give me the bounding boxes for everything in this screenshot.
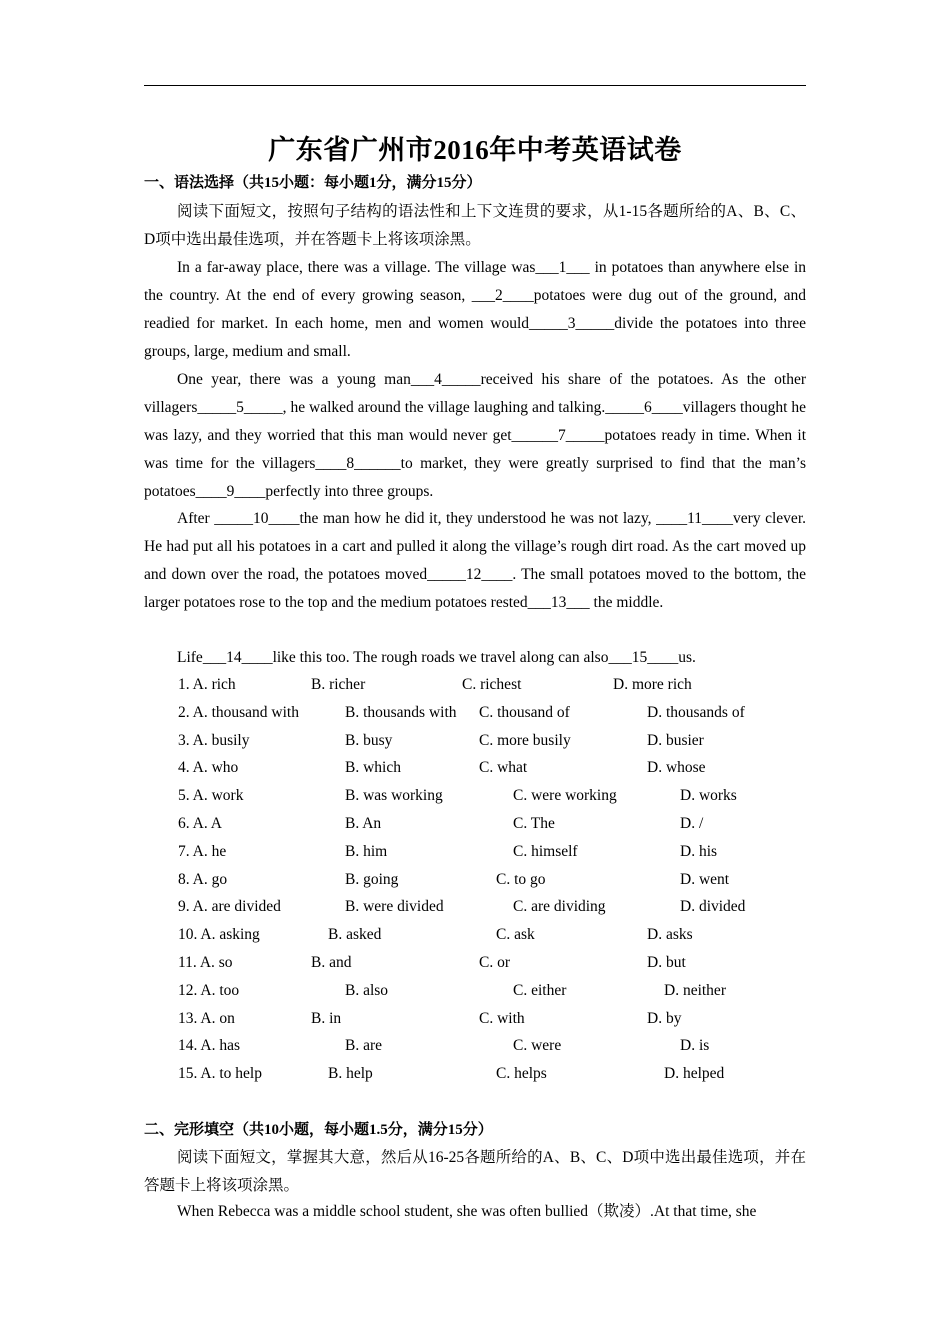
question-2-option-a: 2. A. thousand with: [178, 703, 299, 721]
question-13-option-a: 13. A. on: [178, 1009, 235, 1027]
question-6-option-b: B. An: [345, 815, 382, 832]
question-5-options: [0, 784, 950, 812]
question-4-option-a: 4. A. who: [178, 759, 239, 777]
question-15-option-d: D. helped: [664, 1065, 725, 1083]
question-12-option-b: B. also: [345, 981, 389, 999]
question-15-options: [0, 1062, 950, 1090]
question-15-option-b: B. help: [328, 1065, 373, 1083]
question-11-option-b: B. and: [311, 954, 352, 971]
section2-instruction: 阅读下面短文，掌握其大意，然后从16-25各题所给的A、B、C、D项中选出最佳选项，并在答题卡上将该项涂黑。: [144, 1149, 806, 1194]
question-11-option-d: D. but: [647, 954, 686, 971]
question-8-option-a: 8. A. go: [178, 870, 228, 888]
question-3-option-c: C. more busily: [479, 731, 571, 749]
question-12-option-d: D. neither: [664, 981, 726, 999]
question-6-options: [0, 812, 950, 840]
passage-paragraph-1: In a far-away place, there was a village. The village was___1___ in potatoes than anywhere else in the country. At the end of every growing season, ___2____potatoes were dug out of the ground, and readied for market. In each home, men and women would_____3_____divide the potatoes into three groups, large, medium and small.: [144, 259, 806, 360]
question-11-option-c: C. or: [479, 954, 510, 971]
question-5-option-c: C. were working: [513, 787, 617, 805]
question-9-options: [0, 895, 950, 923]
question-14-option-b: B. are: [345, 1037, 383, 1055]
question-2-options: [0, 701, 950, 729]
question-14-options: [0, 1034, 950, 1062]
question-12-option-c: C. either: [513, 981, 567, 999]
section1-heading: 一、语法选择（共15小题：每小题1分，满分15分）: [144, 175, 482, 191]
question-6-option-d: D. /: [680, 815, 704, 832]
question-1-option-c: C. richest: [462, 676, 522, 693]
question-1-option-d: D. more rich: [613, 676, 692, 693]
passage-paragraph-4: Life___14____like this too. The rough roads we travel along can also___15____us.: [177, 649, 696, 666]
question-11-option-a: 11. A. so: [178, 954, 233, 971]
question-3-options: [0, 729, 950, 757]
question-15-option-a: 15. A. to help: [178, 1065, 262, 1083]
question-7-option-b: B. him: [345, 842, 388, 860]
question-13-option-b: B. in: [311, 1009, 342, 1027]
question-14-option-c: C. were: [513, 1037, 562, 1055]
question-13-options: [0, 1007, 950, 1035]
question-8-option-b: B. going: [345, 870, 399, 888]
question-9-option-a: 9. A. are divided: [178, 898, 281, 916]
question-10-option-c: C. ask: [496, 926, 535, 944]
question-2-option-b: B. thousands with: [345, 703, 457, 721]
question-13-option-d: D. by: [647, 1009, 682, 1027]
question-8-option-d: D. went: [680, 870, 730, 888]
question-4-option-c: C. what: [479, 759, 528, 777]
question-5-option-b: B. was working: [345, 787, 443, 805]
question-3-option-a: 3. A. busily: [178, 731, 250, 749]
header-rule: [144, 85, 806, 86]
question-8-option-c: C. to go: [496, 870, 546, 888]
question-4-options: [0, 756, 950, 784]
question-10-option-d: D. asks: [647, 926, 693, 944]
question-14-option-a: 14. A. has: [178, 1037, 240, 1055]
question-9-option-c: C. are dividing: [513, 898, 606, 916]
question-2-option-c: C. thousand of: [479, 703, 570, 721]
question-4-option-b: B. which: [345, 759, 401, 777]
question-10-options: [0, 923, 950, 951]
question-13-option-c: C. with: [479, 1009, 525, 1027]
question-5-option-a: 5. A. work: [178, 787, 244, 805]
question-10-option-a: 10. A. asking: [178, 926, 260, 944]
question-9-option-b: B. were divided: [345, 898, 444, 916]
section2-heading: 二、完形填空（共10小题，每小题1.5分，满分15分）: [144, 1122, 493, 1138]
question-8-options: [0, 868, 950, 896]
section1-instruction: 阅读下面短文，按照句子结构的语法性和上下文连贯的要求，从1-15各题所给的A、B、C、D项中选出最佳选项，并在答题卡上将该项涂黑。: [144, 203, 806, 248]
question-3-option-d: D. busier: [647, 731, 704, 749]
question-1-option-a: 1. A. rich: [178, 676, 236, 693]
question-1-option-b: B. richer: [311, 676, 366, 693]
passage-paragraph-2: One year, there was a young man___4_____received his share of the potatoes. As the other villagers_____5_____, he walked around the village laughing and talking._____6____villagers thought he was lazy, and they worried that this man would never get______7_____potatoes ready in time. When it was time for the villagers____8______to market, they were greatly surprised to find that the man’s potatoes____9____perfectly into three groups.: [144, 371, 806, 500]
page-title: 广东省广州市2016年中考英语试卷: [268, 135, 682, 165]
passage-paragraph-3: After _____10____the man how he did it, they understood he was not lazy, ____11____very clever. He had put all his potatoes in a cart and pulled it along the village’s rough dirt road. As the cart moved up and down over the road, the potatoes moved_____12____. The small potatoes moved to the bottom, the larger potatoes rose to the top and the medium potatoes rested___13___ the middle.: [144, 510, 806, 611]
question-1-options: [0, 673, 950, 701]
question-9-option-d: D. divided: [680, 898, 746, 916]
question-7-option-c: C. himself: [513, 842, 578, 860]
question-15-option-c: C. helps: [496, 1065, 547, 1083]
section2-passage-start: When Rebecca was a middle school student, she was often bullied（欺凌）.At that time, she: [177, 1203, 757, 1220]
question-2-option-d: D. thousands of: [647, 703, 745, 721]
question-6-option-a: 6. A. A: [178, 815, 222, 832]
question-14-option-d: D. is: [680, 1037, 710, 1055]
question-7-option-a: 7. A. he: [178, 842, 227, 860]
question-6-option-c: C. The: [513, 815, 555, 832]
question-12-option-a: 12. A. too: [178, 981, 240, 999]
question-11-options: [0, 951, 950, 979]
question-10-option-b: B. asked: [328, 926, 382, 944]
question-7-option-d: D. his: [680, 842, 718, 860]
question-12-options: [0, 979, 950, 1007]
question-5-option-d: D. works: [680, 787, 737, 805]
question-7-options: [0, 840, 950, 868]
question-4-option-d: D. whose: [647, 759, 706, 777]
question-3-option-b: B. busy: [345, 731, 393, 749]
